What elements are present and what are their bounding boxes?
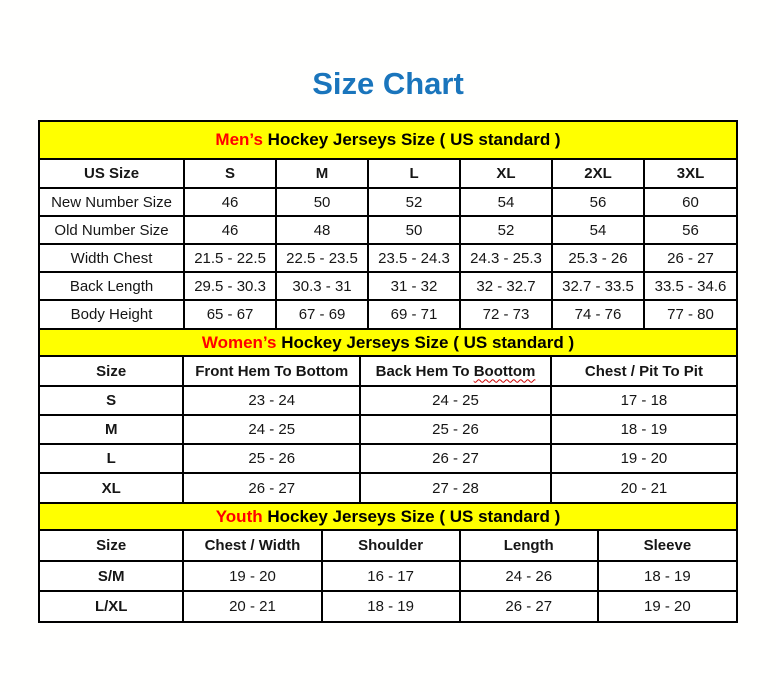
mens-value-cell: 30.3 - 31 (276, 272, 368, 300)
youth-value-cell: 19 - 20 (598, 591, 736, 621)
mens-value-cell: 67 - 69 (276, 300, 368, 328)
mens-value-cell: 22.5 - 23.5 (276, 244, 368, 272)
youth-banner-text: Hockey Jerseys Size ( US standard ) (262, 506, 561, 526)
womens-banner (40, 328, 736, 357)
youth-header-row (40, 531, 736, 561)
mens-value-cell: 74 - 76 (552, 300, 644, 328)
mens-row-label: Old Number Size (40, 216, 184, 244)
youth-column-header: Chest / Width (183, 531, 321, 561)
womens-row-label: M (40, 415, 183, 444)
womens-value-cell: 27 - 28 (360, 473, 551, 502)
womens-column-header: Front Hem To Bottom (183, 357, 360, 386)
youth-row-label: S/M (40, 561, 183, 591)
mens-value-cell: 50 (276, 188, 368, 216)
youth-column-header: Length (460, 531, 598, 561)
womens-value-cell: 25 - 26 (360, 415, 551, 444)
womens-size-table (40, 357, 736, 502)
youth-value-cell: 26 - 27 (460, 591, 598, 621)
womens-value-cell: 17 - 18 (551, 386, 736, 415)
womens-row-label: S (40, 386, 183, 415)
youth-value-cell: 20 - 21 (183, 591, 321, 621)
womens-row-label: XL (40, 473, 183, 502)
womens-value-cell: 18 - 19 (551, 415, 736, 444)
womens-value-cell: 26 - 27 (360, 444, 551, 473)
youth-column-header: Sleeve (598, 531, 736, 561)
youth-section (40, 502, 736, 621)
youth-column-header: Shoulder (322, 531, 460, 561)
mens-value-cell: 32 - 32.7 (460, 272, 552, 300)
mens-value-cell: 54 (552, 216, 644, 244)
womens-label-column-header: Size (40, 357, 183, 386)
youth-value-cell: 19 - 20 (183, 561, 321, 591)
mens-value-cell: 69 - 71 (368, 300, 460, 328)
mens-value-cell: 25.3 - 26 (552, 244, 644, 272)
mens-value-cell: 72 - 73 (460, 300, 552, 328)
mens-banner-highlight: Men’s (215, 130, 263, 149)
mens-banner-text: Hockey Jerseys Size ( US standard ) (262, 130, 561, 149)
mens-column-header: M (276, 160, 368, 188)
mens-column-header: L (368, 160, 460, 188)
youth-table-row (40, 591, 736, 621)
mens-column-header: S (184, 160, 276, 188)
womens-value-cell: 24 - 25 (360, 386, 551, 415)
mens-column-header: 3XL (644, 160, 736, 188)
womens-section (40, 328, 736, 502)
mens-value-cell: 56 (552, 188, 644, 216)
mens-value-cell: 50 (368, 216, 460, 244)
mens-value-cell: 33.5 - 34.6 (644, 272, 736, 300)
mens-value-cell: 24.3 - 25.3 (460, 244, 552, 272)
youth-label-column-header: Size (40, 531, 183, 561)
mens-row-label: Back Length (40, 272, 184, 300)
womens-value-cell: 23 - 24 (183, 386, 360, 415)
womens-table-row (40, 415, 736, 444)
mens-row-label: Body Height (40, 300, 184, 328)
mens-value-cell: 54 (460, 188, 552, 216)
size-chart-tables (38, 120, 738, 623)
youth-row-label: L/XL (40, 591, 183, 621)
youth-banner-highlight: Youth (215, 506, 263, 526)
womens-banner-highlight: Women’s (201, 332, 277, 352)
mens-table-row (40, 272, 736, 300)
mens-value-cell: 48 (276, 216, 368, 244)
mens-value-cell: 29.5 - 30.3 (184, 272, 276, 300)
womens-column-header: Chest / Pit To Pit (551, 357, 736, 386)
mens-value-cell: 46 (184, 216, 276, 244)
mens-column-header: XL (460, 160, 552, 188)
womens-header-row (40, 357, 736, 386)
youth-value-cell: 18 - 19 (322, 591, 460, 621)
mens-table-row (40, 300, 736, 328)
youth-value-cell: 24 - 26 (460, 561, 598, 591)
mens-column-header: 2XL (552, 160, 644, 188)
mens-value-cell: 32.7 - 33.5 (552, 272, 644, 300)
womens-value-cell: 24 - 25 (183, 415, 360, 444)
womens-value-cell: 19 - 20 (551, 444, 736, 473)
mens-table-row (40, 244, 736, 272)
womens-value-cell: 20 - 21 (551, 473, 736, 502)
mens-banner (40, 122, 736, 160)
mens-value-cell: 60 (644, 188, 736, 216)
womens-value-cell: 25 - 26 (183, 444, 360, 473)
womens-row-label: L (40, 444, 183, 473)
womens-column-header (360, 357, 551, 386)
mens-label-column-header: US Size (40, 160, 184, 188)
mens-table-row (40, 216, 736, 244)
youth-banner (40, 502, 736, 531)
mens-row-label: Width Chest (40, 244, 184, 272)
youth-value-cell: 16 - 17 (322, 561, 460, 591)
womens-value-cell: 26 - 27 (183, 473, 360, 502)
mens-value-cell: 46 (184, 188, 276, 216)
mens-table-row (40, 188, 736, 216)
mens-value-cell: 23.5 - 24.3 (368, 244, 460, 272)
mens-value-cell: 65 - 67 (184, 300, 276, 328)
mens-header-row (40, 160, 736, 188)
mens-value-cell: 52 (460, 216, 552, 244)
youth-value-cell: 18 - 19 (598, 561, 736, 591)
youth-table-row (40, 561, 736, 591)
youth-size-table (40, 531, 736, 621)
mens-value-cell: 31 - 32 (368, 272, 460, 300)
mens-value-cell: 56 (644, 216, 736, 244)
mens-value-cell: 26 - 27 (644, 244, 736, 272)
mens-row-label: New Number Size (40, 188, 184, 216)
misspelled-word: Boottom (473, 362, 536, 380)
mens-section (40, 122, 736, 328)
mens-value-cell: 52 (368, 188, 460, 216)
mens-size-table (40, 160, 736, 328)
mens-value-cell: 77 - 80 (644, 300, 736, 328)
mens-value-cell: 21.5 - 22.5 (184, 244, 276, 272)
header-text: Back Hem To (375, 362, 474, 380)
womens-banner-text: Hockey Jerseys Size ( US standard ) (276, 332, 575, 352)
womens-table-row (40, 473, 736, 502)
womens-table-row (40, 386, 736, 415)
womens-table-row (40, 444, 736, 473)
page-title: Size Chart (312, 66, 464, 101)
